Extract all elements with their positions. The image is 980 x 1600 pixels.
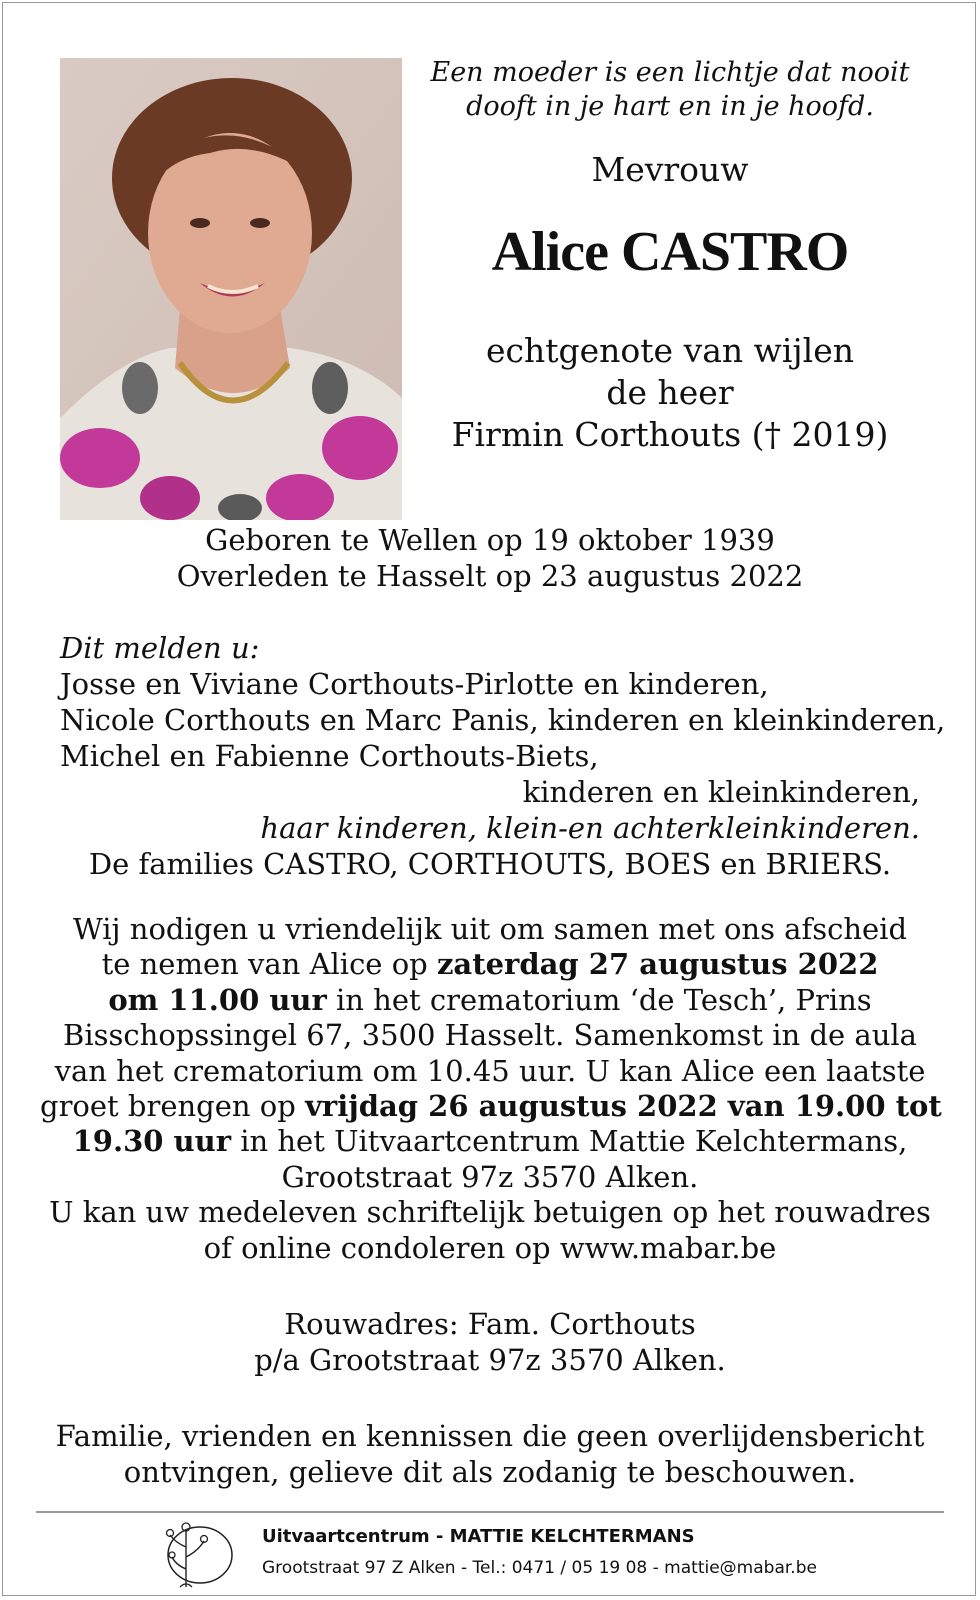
invite-time: om 11.00 uur (108, 982, 327, 1017)
invite-line: of online condoleren op www.mabar.be (203, 1230, 777, 1265)
footer-divider (36, 1511, 944, 1513)
flower-logo-icon (156, 1517, 236, 1591)
address-line: p/a Grootstraat 97z 3570 Alken. (254, 1343, 726, 1377)
invite-text: te nemen van Alice op (101, 947, 437, 982)
portrait-photo (60, 58, 402, 520)
closing-note (0, 1418, 980, 1490)
birth-line: Geboren te Wellen op 19 oktober 1939 (205, 523, 775, 557)
motto-line: dooft in je hart en in je hoofd. (466, 91, 874, 122)
announcement (60, 630, 946, 882)
invite-text: in het Uitvaartcentrum Mattie Kelchtermans, (230, 1124, 908, 1159)
death-line: Overleden te Hasselt op 23 augustus 2022 (176, 559, 804, 593)
address-line: Rouwadres: Fam. Corthouts (284, 1307, 696, 1341)
visitation-date: vrijdag 26 augustus 2022 van 19.00 tot (305, 1089, 942, 1124)
family-line: Michel en Fabienne Corthouts-Biets, (60, 739, 599, 773)
spouse-info (420, 330, 920, 456)
invitation (40, 912, 940, 1266)
invite-date: zaterdag 27 augustus 2022 (436, 947, 879, 982)
honorific: Mevrouw (591, 150, 749, 189)
mourning-address (0, 1306, 980, 1378)
closing-line: Familie, vrienden en kennissen die geen overlijdensbericht (55, 1419, 925, 1453)
funeral-home-contact: Grootstraat 97 Z Alken - Tel.: 0471 / 05 19 08 - mattie@mabar.be (262, 1558, 817, 1578)
invite-line (40, 1124, 940, 1159)
spouse-line: de heer (606, 373, 734, 412)
invite-line: Wij nodigen u vriendelijk uit om samen met ons afscheid (72, 912, 908, 946)
deceased-name: Alice CASTRO (491, 221, 849, 283)
visitation-time: 19.30 uur (72, 1124, 231, 1159)
invite-line (40, 1089, 940, 1124)
families-line: De families CASTRO, CORTHOUTS, BOES en BRIERS. (88, 847, 892, 881)
motto (420, 56, 920, 124)
announce-intro: Dit melden u: (60, 631, 260, 665)
invite-text: in het crematorium ‘de Tesch’, Prins (326, 982, 872, 1017)
life-dates (0, 522, 980, 594)
family-line: Nicole Corthouts en Marc Panis, kinderen en kleinkinderen, (60, 703, 946, 737)
family-line: kinderen en kleinkinderen, (522, 775, 920, 809)
spouse-line: echtgenote van wijlen (485, 331, 854, 370)
motto-line: Een moeder is een lichtje dat nooit (430, 57, 910, 88)
invite-line (40, 947, 940, 982)
invite-line: U kan uw medeleven schriftelijk betuigen op het rouwadres (49, 1195, 931, 1230)
invite-line: van het crematorium om 10.45 uur. U kan Alice een laatste (54, 1053, 926, 1088)
invite-line: Bisschopssingel 67, 3500 Hasselt. Samenkomst in de aula (63, 1018, 917, 1053)
invite-line: Grootstraat 97z 3570 Alken. (281, 1159, 699, 1194)
family-line: Josse en Viviane Corthouts-Pirlotte en kinderen, (60, 667, 769, 701)
invite-text: groet brengen op (40, 1089, 306, 1124)
funeral-home-name: Uitvaartcentrum - MATTIE KELCHTERMANS (262, 1526, 695, 1547)
closing-line: ontvingen, gelieve dit als zodanig te beschouwen. (123, 1455, 857, 1489)
spouse-line: Firmin Corthouts († 2019) (451, 415, 889, 454)
grandchildren-line: haar kinderen, klein-en achterkleinkinderen. (260, 811, 920, 845)
invite-line (40, 983, 940, 1018)
